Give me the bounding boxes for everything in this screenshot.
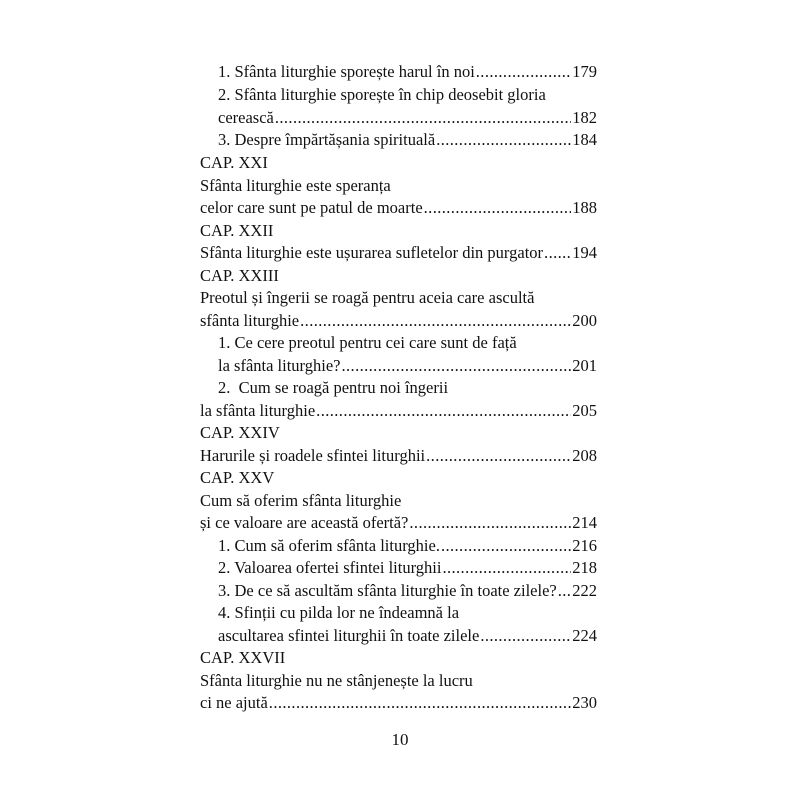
toc-entry-text: 1. Sfânta liturghie sporește harul în noi (218, 62, 475, 81)
toc-entry (218, 355, 597, 377)
dot-leader (426, 445, 571, 467)
toc-entry-text: Harurile și roadele sfintei liturghii (200, 446, 426, 465)
toc-entry-text: celor care sunt pe patul de moarte (200, 198, 423, 217)
toc-entry-page: 201 (572, 356, 597, 375)
toc-entry-text: 1. Cum să oferim sfânta liturghie. (218, 536, 440, 555)
toc-entry (200, 512, 597, 534)
toc-entry-page: 216 (572, 536, 597, 555)
chapter-heading (200, 467, 274, 489)
toc-entry (200, 400, 597, 422)
toc-entry (218, 107, 597, 129)
toc-entry (218, 602, 459, 624)
toc-entry-page: 200 (572, 311, 597, 330)
toc-entry-text: Cum să oferim sfânta liturghie (200, 491, 402, 510)
toc-entry (218, 84, 546, 106)
dot-leader (441, 535, 571, 557)
toc-entry-text: cerească (218, 108, 274, 127)
toc-entry-page: 182 (572, 108, 597, 127)
toc-entry (200, 197, 597, 219)
toc-entry-text: CAP. XXIV (200, 423, 280, 442)
toc-entry-text: Sfânta liturghie este speranța (200, 176, 391, 195)
toc-entry-page: 194 (572, 243, 597, 262)
toc-entry (200, 490, 401, 512)
dot-leader (480, 625, 571, 647)
dot-leader (269, 692, 571, 714)
chapter-heading (200, 152, 268, 174)
toc-entry-text: CAP. XXVII (200, 648, 286, 667)
toc-entry (218, 580, 597, 602)
toc-entry (200, 175, 391, 197)
toc-entry (218, 377, 448, 399)
toc-entry-text: ci ne ajută (200, 693, 268, 712)
toc-entry-text: CAP. XXII (200, 221, 274, 240)
toc-entry-page: 188 (572, 198, 597, 217)
chapter-heading (200, 422, 280, 444)
chapter-heading (200, 220, 273, 242)
toc-entry-text: CAP. XXV (200, 468, 275, 487)
dot-leader (436, 129, 571, 151)
toc-entry (200, 242, 597, 264)
chapter-heading (200, 647, 285, 669)
toc-entry-page: 218 (572, 558, 597, 577)
dot-leader (558, 580, 572, 602)
toc-entry-text: 3. Despre împărtășania spirituală (218, 130, 436, 149)
dot-leader (275, 107, 571, 129)
toc-entry (218, 61, 597, 83)
toc-entry-text: 4. Sfinții cu pilda lor ne îndeamnă la (218, 603, 460, 622)
toc-entry-text: la sfânta liturghie (200, 401, 316, 420)
toc-entry-text: 1. Ce cere preotul pentru cei care sunt de față (218, 333, 517, 352)
toc-entry (218, 557, 597, 579)
dot-leader (316, 400, 571, 422)
toc-entry (200, 670, 473, 692)
toc-entry-text: Sfânta liturghie nu ne stânjenește la lucru (200, 671, 473, 690)
toc-entry (218, 535, 597, 557)
toc-entry-text: 2. Sfânta liturghie sporește în chip deosebit gloria (218, 85, 546, 104)
toc-entry-text: Sfânta liturghie este ușurarea sufletelor din purgator (200, 243, 544, 262)
chapter-heading (200, 265, 279, 287)
toc-entry (200, 310, 597, 332)
toc-entry-text: sfânta liturghie (200, 311, 300, 330)
toc-entry-text: CAP. XXI (200, 153, 268, 172)
toc-entry-page: 224 (572, 626, 597, 645)
toc-entry-page: 179 (572, 62, 597, 81)
toc-entry-text: Preotul și îngerii se roagă pentru aceia care ascultă (200, 288, 535, 307)
dot-leader (409, 512, 571, 534)
toc-entry-text: la sfânta liturghie? (218, 356, 341, 375)
toc-entry-text: și ce valoare are această ofertă? (200, 513, 409, 532)
toc-entry-text: 2. Valoarea ofertei sfintei liturghii (218, 558, 442, 577)
toc-entry-page: 222 (572, 581, 597, 600)
toc-entry (200, 445, 597, 467)
toc-entry (218, 625, 597, 647)
toc-entry (218, 332, 517, 354)
toc-entry-page: 230 (572, 693, 597, 712)
toc-entry-text: 3. De ce să ascultăm sfânta liturghie în toate zilele? (218, 581, 557, 600)
toc-entry-page: 214 (572, 513, 597, 532)
toc-entry (200, 692, 597, 714)
dot-leader (300, 310, 571, 332)
dot-leader (442, 557, 571, 579)
page-number: 10 (391, 730, 409, 749)
toc-entry (218, 129, 597, 151)
toc-entry-page: 205 (572, 401, 597, 420)
dot-leader (476, 61, 571, 83)
dot-leader (342, 355, 572, 377)
toc-entry-text: CAP. XXIII (200, 266, 279, 285)
toc-entry-text: ascultarea sfintei liturghii în toate zilele (218, 626, 480, 645)
toc-entry-text: 2. Cum se roagă pentru noi îngerii (218, 378, 449, 397)
toc-entry-page: 184 (572, 130, 597, 149)
toc-entry-page: 208 (572, 446, 597, 465)
toc-entry (200, 287, 534, 309)
dot-leader (544, 242, 571, 264)
dot-leader (424, 197, 572, 219)
